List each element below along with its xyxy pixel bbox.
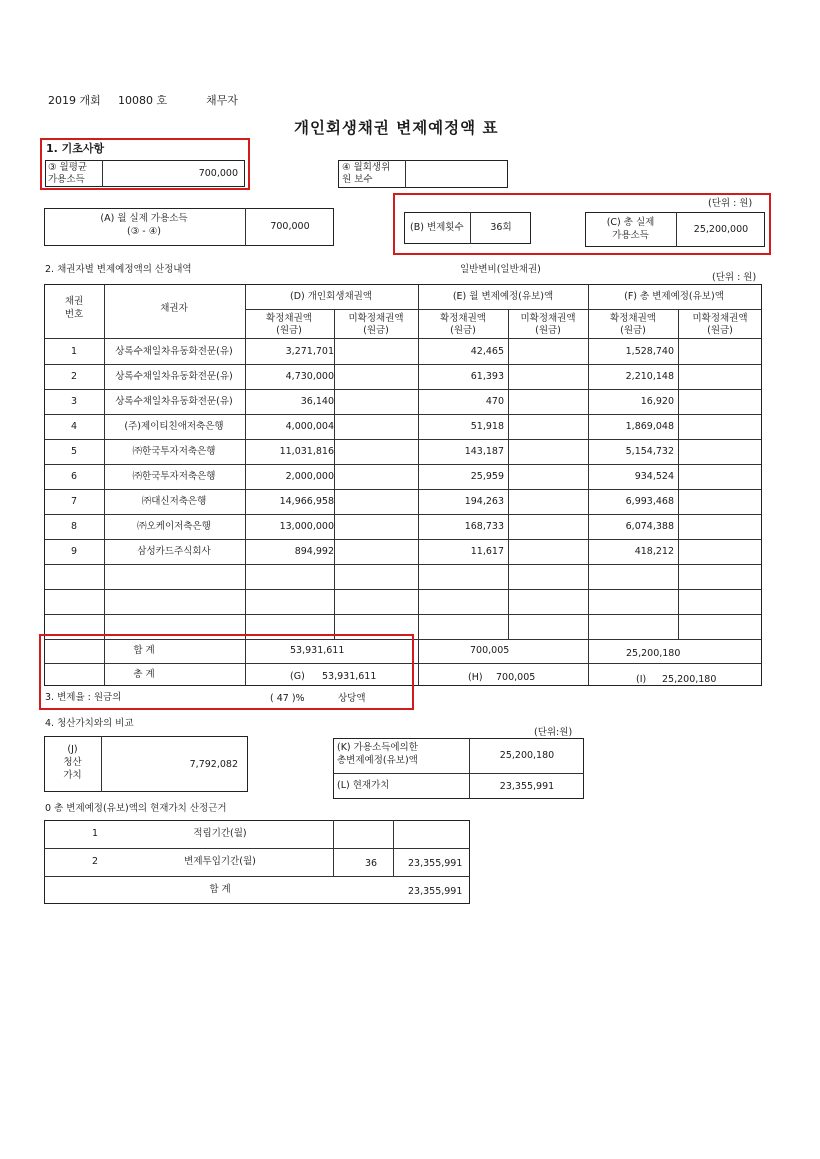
- section5-title: 0 총 변제예정(유보)액의 현재가치 산정근거: [45, 803, 227, 814]
- present-value: 23,355,991: [499, 781, 555, 792]
- available-income-value: 700,000: [270, 221, 310, 232]
- liquidation-value: 7,792,082: [189, 759, 238, 770]
- unit-label-top: (단위 : 원): [708, 198, 753, 209]
- basis-sum-value: 23,355,991: [408, 886, 463, 897]
- living-cost-label: ④ 월회생위: [342, 162, 391, 173]
- basis-sum-label: 합 계: [209, 884, 231, 895]
- debtor-label: 채무자: [206, 94, 238, 107]
- section2-unit: (단위 : 원): [712, 272, 757, 283]
- sum-e: 700,005: [470, 645, 510, 656]
- repayment-count-value: 36회: [490, 222, 512, 233]
- total-income-label: (C) 총 실제: [606, 217, 655, 228]
- section4-title: 4. 청산가치와의 비교: [45, 718, 134, 729]
- row-f: 1,528,740: [625, 346, 674, 357]
- case-number: 10080 호: [118, 94, 168, 107]
- row-e: 42,465: [470, 346, 504, 357]
- present-value-label: (L) 현재가치: [337, 780, 390, 791]
- repayment-period-months: 36: [365, 858, 378, 869]
- section2-subtitle: 일반변비(일반채권): [460, 264, 541, 275]
- total-i: 25,200,180: [662, 674, 717, 685]
- available-income-label: (A) 월 실제 가용소득: [100, 213, 188, 224]
- total-repayment-value: 25,200,180: [499, 750, 555, 761]
- highlight-summary: [393, 193, 771, 255]
- sum-label: 합 계: [133, 645, 155, 656]
- row-creditor: 상록수채일차유동화전문(유): [115, 346, 233, 357]
- section2-title: 2. 채권자별 변제예정액의 산정내역: [45, 264, 192, 275]
- monthly-income-value: 700,000: [198, 168, 238, 179]
- total-h: 700,005: [496, 672, 536, 683]
- highlight-basic: [40, 138, 250, 190]
- row-no: 1: [70, 346, 78, 357]
- col-d-header: (D) 개인회생채권액: [290, 291, 372, 302]
- total-g: 53,931,611: [322, 671, 377, 682]
- accumulation-period-label: 적립기간(월): [193, 828, 247, 839]
- row-d: 3,271,701: [285, 346, 334, 357]
- repayment-period-value: 23,355,991: [408, 858, 463, 869]
- col-f-header: (F) 총 변제예정(유보)액: [624, 291, 724, 302]
- col-e-header: (E) 월 변제예정(유보)액: [452, 291, 554, 302]
- section4-unit: (단위:원): [534, 727, 573, 738]
- repayment-period-label: 변제투입기간(월): [184, 856, 256, 867]
- col-no-header: 채권: [64, 296, 84, 307]
- section3-title: 3. 변제율 : 원금의: [45, 692, 122, 703]
- creditor-table: [44, 284, 762, 686]
- sum-d: 53,931,611: [290, 645, 345, 656]
- total-repayment-label: (K) 가용소득에의한: [337, 742, 418, 753]
- monthly-income-label: ③ 월평균: [48, 162, 88, 173]
- total-income-value: 25,200,000: [693, 224, 749, 235]
- liquidation-value-label: (J): [67, 744, 78, 755]
- repayment-rate: ( 47 )%: [270, 693, 305, 704]
- section1-title: 1. 기초사항: [46, 142, 105, 155]
- col-creditor-header: 채권자: [160, 303, 188, 314]
- year-label: 2019 개회: [48, 94, 101, 107]
- repayment-count-label: (B) 변제횟수: [410, 222, 464, 233]
- sum-f: 25,200,180: [626, 648, 681, 659]
- page-title: 개인회생채권 변제예정액 표: [294, 119, 499, 137]
- total-label: 총 계: [133, 669, 155, 680]
